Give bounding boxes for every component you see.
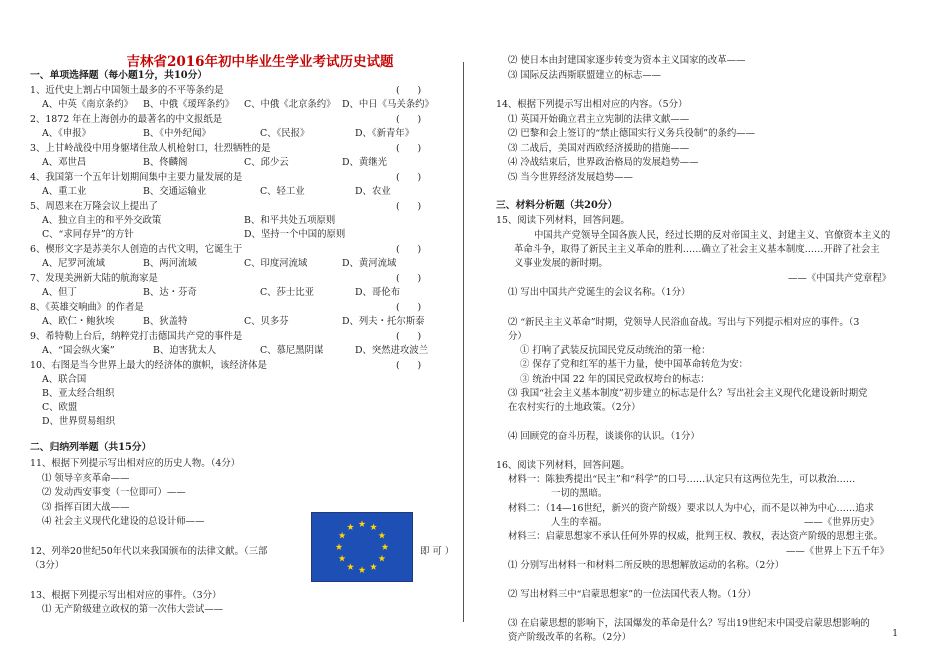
q9-option-a: A、“国会纵火案” bbox=[42, 345, 115, 356]
q15-sub-2: ⑵ “新民主主义革命”时期，党领导人民浴血奋战。写出与下列提示相对应的事件。（3 bbox=[508, 317, 860, 328]
q15-sub-2-item-1: ① 打响了武装反抗国民党反动统治的第一枪： bbox=[520, 345, 711, 356]
q15-source: ——《中国共产党章程》 bbox=[788, 273, 892, 284]
flag-star bbox=[382, 543, 389, 550]
q13-item-1: ⑴ 无产阶级建立政权的第一次伟大尝试—— bbox=[42, 604, 224, 615]
q14-item-1: ⑴ 英国开始确立君主立宪制的法律文献—— bbox=[508, 114, 690, 125]
q16-material-2-source: ——《世界历史》 bbox=[804, 517, 880, 528]
answer-paren-8: ( ) bbox=[396, 302, 422, 313]
exam-title: 吉林省2016年初中毕业生学业考试历史试题 bbox=[126, 54, 394, 70]
q16-material-1-cont: 一切的黑暗。 bbox=[551, 488, 608, 499]
answer-paren-6: ( ) bbox=[396, 244, 422, 255]
q16-sub-1: ⑴ 分别写出材料一和材料二所反映的思想解放运动的名称。（2分） bbox=[508, 560, 785, 571]
q8-option-b: B、狄盖特 bbox=[143, 316, 188, 327]
q14-item-4: ⑷ 冷战结束后，世界政治格局的发展趋势—— bbox=[508, 157, 699, 168]
answer-paren-4: ( ) bbox=[396, 172, 422, 183]
q8-option-a: A、欧仁・鲍狄埃 bbox=[42, 316, 115, 327]
q2-option-c: C、《民报》 bbox=[260, 128, 310, 139]
q1-option-c: C、中俄《北京条约》 bbox=[244, 99, 336, 110]
flag-star bbox=[378, 555, 385, 562]
q15-material-line-3: 义事业发展的新时期。 bbox=[514, 258, 608, 269]
flag-star bbox=[378, 532, 385, 539]
question-12-tail: 即 可 ） bbox=[420, 546, 455, 557]
question-7: 7、发现美洲新大陆的航海家是 bbox=[30, 273, 158, 284]
q16-material-1: 材料一：陈独秀提出“民主”和“科学”的口号……认定只有这两位先生，可以救治…… bbox=[508, 474, 856, 485]
q10-option-a: A、联合国 bbox=[42, 374, 87, 385]
q15-sub-2-points: 分） bbox=[508, 331, 527, 342]
column-divider bbox=[463, 62, 464, 622]
q9-option-d: D、突然进攻波兰 bbox=[355, 345, 429, 356]
q15-sub-4: ⑷ 回顾党的奋斗历程，谈谈你的认识。（1分） bbox=[508, 431, 700, 442]
q15-sub-1: ⑴ 写出中国共产党诞生的会议名称。（1分） bbox=[508, 287, 691, 298]
question-13: 13、根据下列提示写出相对应的事件。（3分） bbox=[30, 590, 222, 601]
q2-option-d: D、《新青年》 bbox=[355, 128, 415, 139]
flag-star bbox=[359, 566, 366, 573]
q13-item-2: ⑵ 使日本由封建国家逐步转变为资本主义国家的改革—— bbox=[508, 55, 746, 66]
q15-sub-2-item-2: ② 保存了党和红军的基干力量，使中国革命转危为安： bbox=[520, 359, 748, 370]
q2-option-a: A、《申报》 bbox=[42, 128, 91, 139]
flag-star bbox=[339, 532, 346, 539]
question-9: 9、希特勒上台后，纳粹党打击德国共产党的事件是 bbox=[30, 331, 243, 342]
q7-option-c: C、莎士比亚 bbox=[260, 287, 315, 298]
q1-option-b: B、中俄《瑷珲条约》 bbox=[143, 99, 235, 110]
question-16: 16、阅读下列材料，回答问题。 bbox=[496, 460, 630, 471]
q15-sub-3: ⑶ 我国“社会主义基本制度”初步建立的标志是什么？写出社会主义现代化建设新时期党 bbox=[508, 388, 868, 399]
page-number: 1 bbox=[892, 629, 898, 639]
question-15: 15、阅读下列材料，回答问题。 bbox=[496, 215, 630, 226]
q5-option-b: B、和平共处五项原则 bbox=[244, 215, 336, 226]
question-4: 4、我国第一个五年计划期间集中主要力量发展的是 bbox=[30, 172, 243, 183]
q16-sub-2: ⑵ 写出材料三中“启蒙思想家”的一位法国代表人物。（1分） bbox=[508, 589, 757, 600]
question-6: 6、楔形文字是苏美尔人创造的古代文明，它诞生于 bbox=[30, 244, 243, 255]
flag-star bbox=[347, 523, 354, 530]
question-1: 1、近代史上割占中国领土最多的不平等条约是 bbox=[30, 85, 224, 96]
question-12: 12、列举20世纪50年代以来我国颁布的法律文献。（三部 bbox=[30, 546, 268, 557]
answer-paren-7: ( ) bbox=[396, 273, 422, 284]
answer-paren-1: ( ) bbox=[396, 85, 422, 96]
q15-material-line-2: 革命斗争，取得了新民主主义革命的胜利……确立了社会主义基本制度……开辟了社会主 bbox=[514, 244, 880, 255]
section-2-heading: 二、归纳列举题（共15分） bbox=[30, 442, 152, 453]
q16-material-3-source: ——《世界上下五千年》 bbox=[786, 546, 890, 557]
q5-option-c: C、“求同存异”的方针 bbox=[42, 229, 134, 240]
q9-option-c: C、慕尼黑阴谋 bbox=[260, 345, 324, 356]
q2-option-b: B、《中外纪闻》 bbox=[143, 128, 211, 139]
question-3: 3、上甘岭战役中用身躯堵住敌人机枪射口，壮烈牺牲的是 bbox=[30, 143, 271, 154]
flag-star bbox=[347, 563, 354, 570]
q6-option-a: A、尼罗河流域 bbox=[42, 258, 106, 269]
question-12-points: （3分） bbox=[30, 560, 65, 571]
q6-option-d: D、黄河流域 bbox=[342, 258, 397, 269]
question-14: 14、根据下列提示写出相对应的内容。（5分） bbox=[496, 99, 688, 110]
q11-item-4: ⑷ 社会主义现代化建设的总设计师—— bbox=[42, 516, 205, 527]
q10-option-d: D、世界贸易组织 bbox=[42, 416, 116, 427]
answer-paren-10: ( ) bbox=[396, 360, 422, 371]
answer-paren-9: ( ) bbox=[396, 331, 422, 342]
section-1-heading: 一、单项选择题（每小题1分，共10分） bbox=[30, 70, 208, 81]
q4-option-b: B、交通运输业 bbox=[143, 186, 207, 197]
q14-item-3: ⑶ 二战后，美国对西欧经济援助的措施—— bbox=[508, 143, 690, 154]
q15-sub-2-item-3: ③ 统治中国 22 年的国民党政权垮台的标志： bbox=[520, 374, 710, 385]
q8-option-d: D、列夫・托尔斯泰 bbox=[342, 316, 425, 327]
flag-star bbox=[339, 555, 346, 562]
q7-option-b: B、达・芬奇 bbox=[143, 287, 197, 298]
q10-option-c: C、欧盟 bbox=[42, 402, 78, 413]
q4-option-c: C、轻工业 bbox=[260, 186, 305, 197]
section-3-heading: 三、材料分析题（共20分） bbox=[496, 200, 618, 211]
question-11: 11、根据下列提示写出相对应的历史人物。（4分） bbox=[30, 458, 241, 469]
q8-option-c: C、贝多芬 bbox=[244, 316, 289, 327]
q5-option-d: D、坚持一个中国的原则 bbox=[244, 229, 346, 240]
q16-material-2-cont: 人生的幸福。 bbox=[551, 517, 608, 528]
q15-material-line-1: 中国共产党领导全国各族人民，经过长期的反对帝国主义、封建主义、官僚资本主义的 bbox=[534, 230, 891, 241]
q14-item-5: ⑸ 当今世界经济发展趋势—— bbox=[508, 172, 633, 183]
q1-option-a: A、中英《南京条约》 bbox=[42, 99, 134, 110]
q15-sub-3-cont: 在农村实行的土地政策。（2分） bbox=[508, 402, 641, 413]
q4-option-a: A、重工业 bbox=[42, 186, 87, 197]
q16-sub-3: ⑶ 在启蒙思想的影响下，法国爆发的革命是什么？写出19世纪末中国受启蒙思想影响的 bbox=[508, 618, 870, 629]
flag-star bbox=[336, 543, 343, 550]
q3-option-c: C、邱少云 bbox=[244, 157, 289, 168]
q16-sub-3-cont: 资产阶级改革的名称。（2分） bbox=[508, 632, 632, 643]
q10-option-b: B、亚太经合组织 bbox=[42, 388, 115, 399]
q9-option-b: B、迫害犹太人 bbox=[153, 345, 217, 356]
q5-option-a: A、独立自主的和平外交政策 bbox=[42, 215, 162, 226]
flag-star bbox=[370, 523, 377, 530]
q7-option-d: D、哥伦布 bbox=[355, 287, 401, 298]
q16-material-2: 材料二：（14—16世纪，新兴的资产阶级）要求以人为中心，而不是以神为中心……追求 bbox=[508, 503, 875, 514]
q3-option-b: B、佟麟阁 bbox=[143, 157, 188, 168]
q3-option-d: D、黄继光 bbox=[342, 157, 388, 168]
eu-flag-stars bbox=[312, 513, 412, 581]
q1-option-d: D、中日《马关条约》 bbox=[342, 99, 434, 110]
question-10: 10、右图是当今世界上最大的经济体的旗帜，该经济体是 bbox=[30, 360, 267, 371]
q7-option-a: A、但丁 bbox=[42, 287, 77, 298]
flag-star bbox=[359, 520, 366, 527]
q14-item-2: ⑵ 巴黎和会上签订的“禁止德国实行义务兵役制”的条约—— bbox=[508, 128, 755, 139]
q6-option-c: C、印度河流域 bbox=[244, 258, 308, 269]
q13-item-3: ⑶ 国际反法西斯联盟建立的标志—— bbox=[508, 70, 661, 81]
q3-option-a: A、邓世昌 bbox=[42, 157, 87, 168]
q11-item-1: ⑴ 领导辛亥革命—— bbox=[42, 473, 130, 484]
q6-option-b: B、两河流域 bbox=[143, 258, 197, 269]
answer-paren-3: ( ) bbox=[396, 143, 422, 154]
answer-paren-5: ( ) bbox=[396, 201, 422, 212]
q11-item-3: ⑶ 指挥百团大战—— bbox=[42, 502, 130, 513]
q16-material-3: 材料三：启蒙思想家不承认任何外界的权威，批判王权、教权，表达资产阶级的思想主张。 bbox=[508, 531, 884, 542]
question-8: 8、《英雄交响曲》的作者是 bbox=[30, 302, 144, 313]
flag-star bbox=[370, 563, 377, 570]
answer-paren-2: ( ) bbox=[396, 114, 422, 125]
eu-flag-image bbox=[311, 512, 413, 582]
q4-option-d: D、农业 bbox=[355, 186, 391, 197]
question-5: 5、周恩来在万隆会议上提出了 bbox=[30, 201, 158, 212]
q11-item-2: ⑵ 发动西安事变（一位即可）—— bbox=[42, 487, 186, 498]
question-2: 2、1872 年在上海创办的最著名的中文报纸是 bbox=[30, 114, 223, 125]
